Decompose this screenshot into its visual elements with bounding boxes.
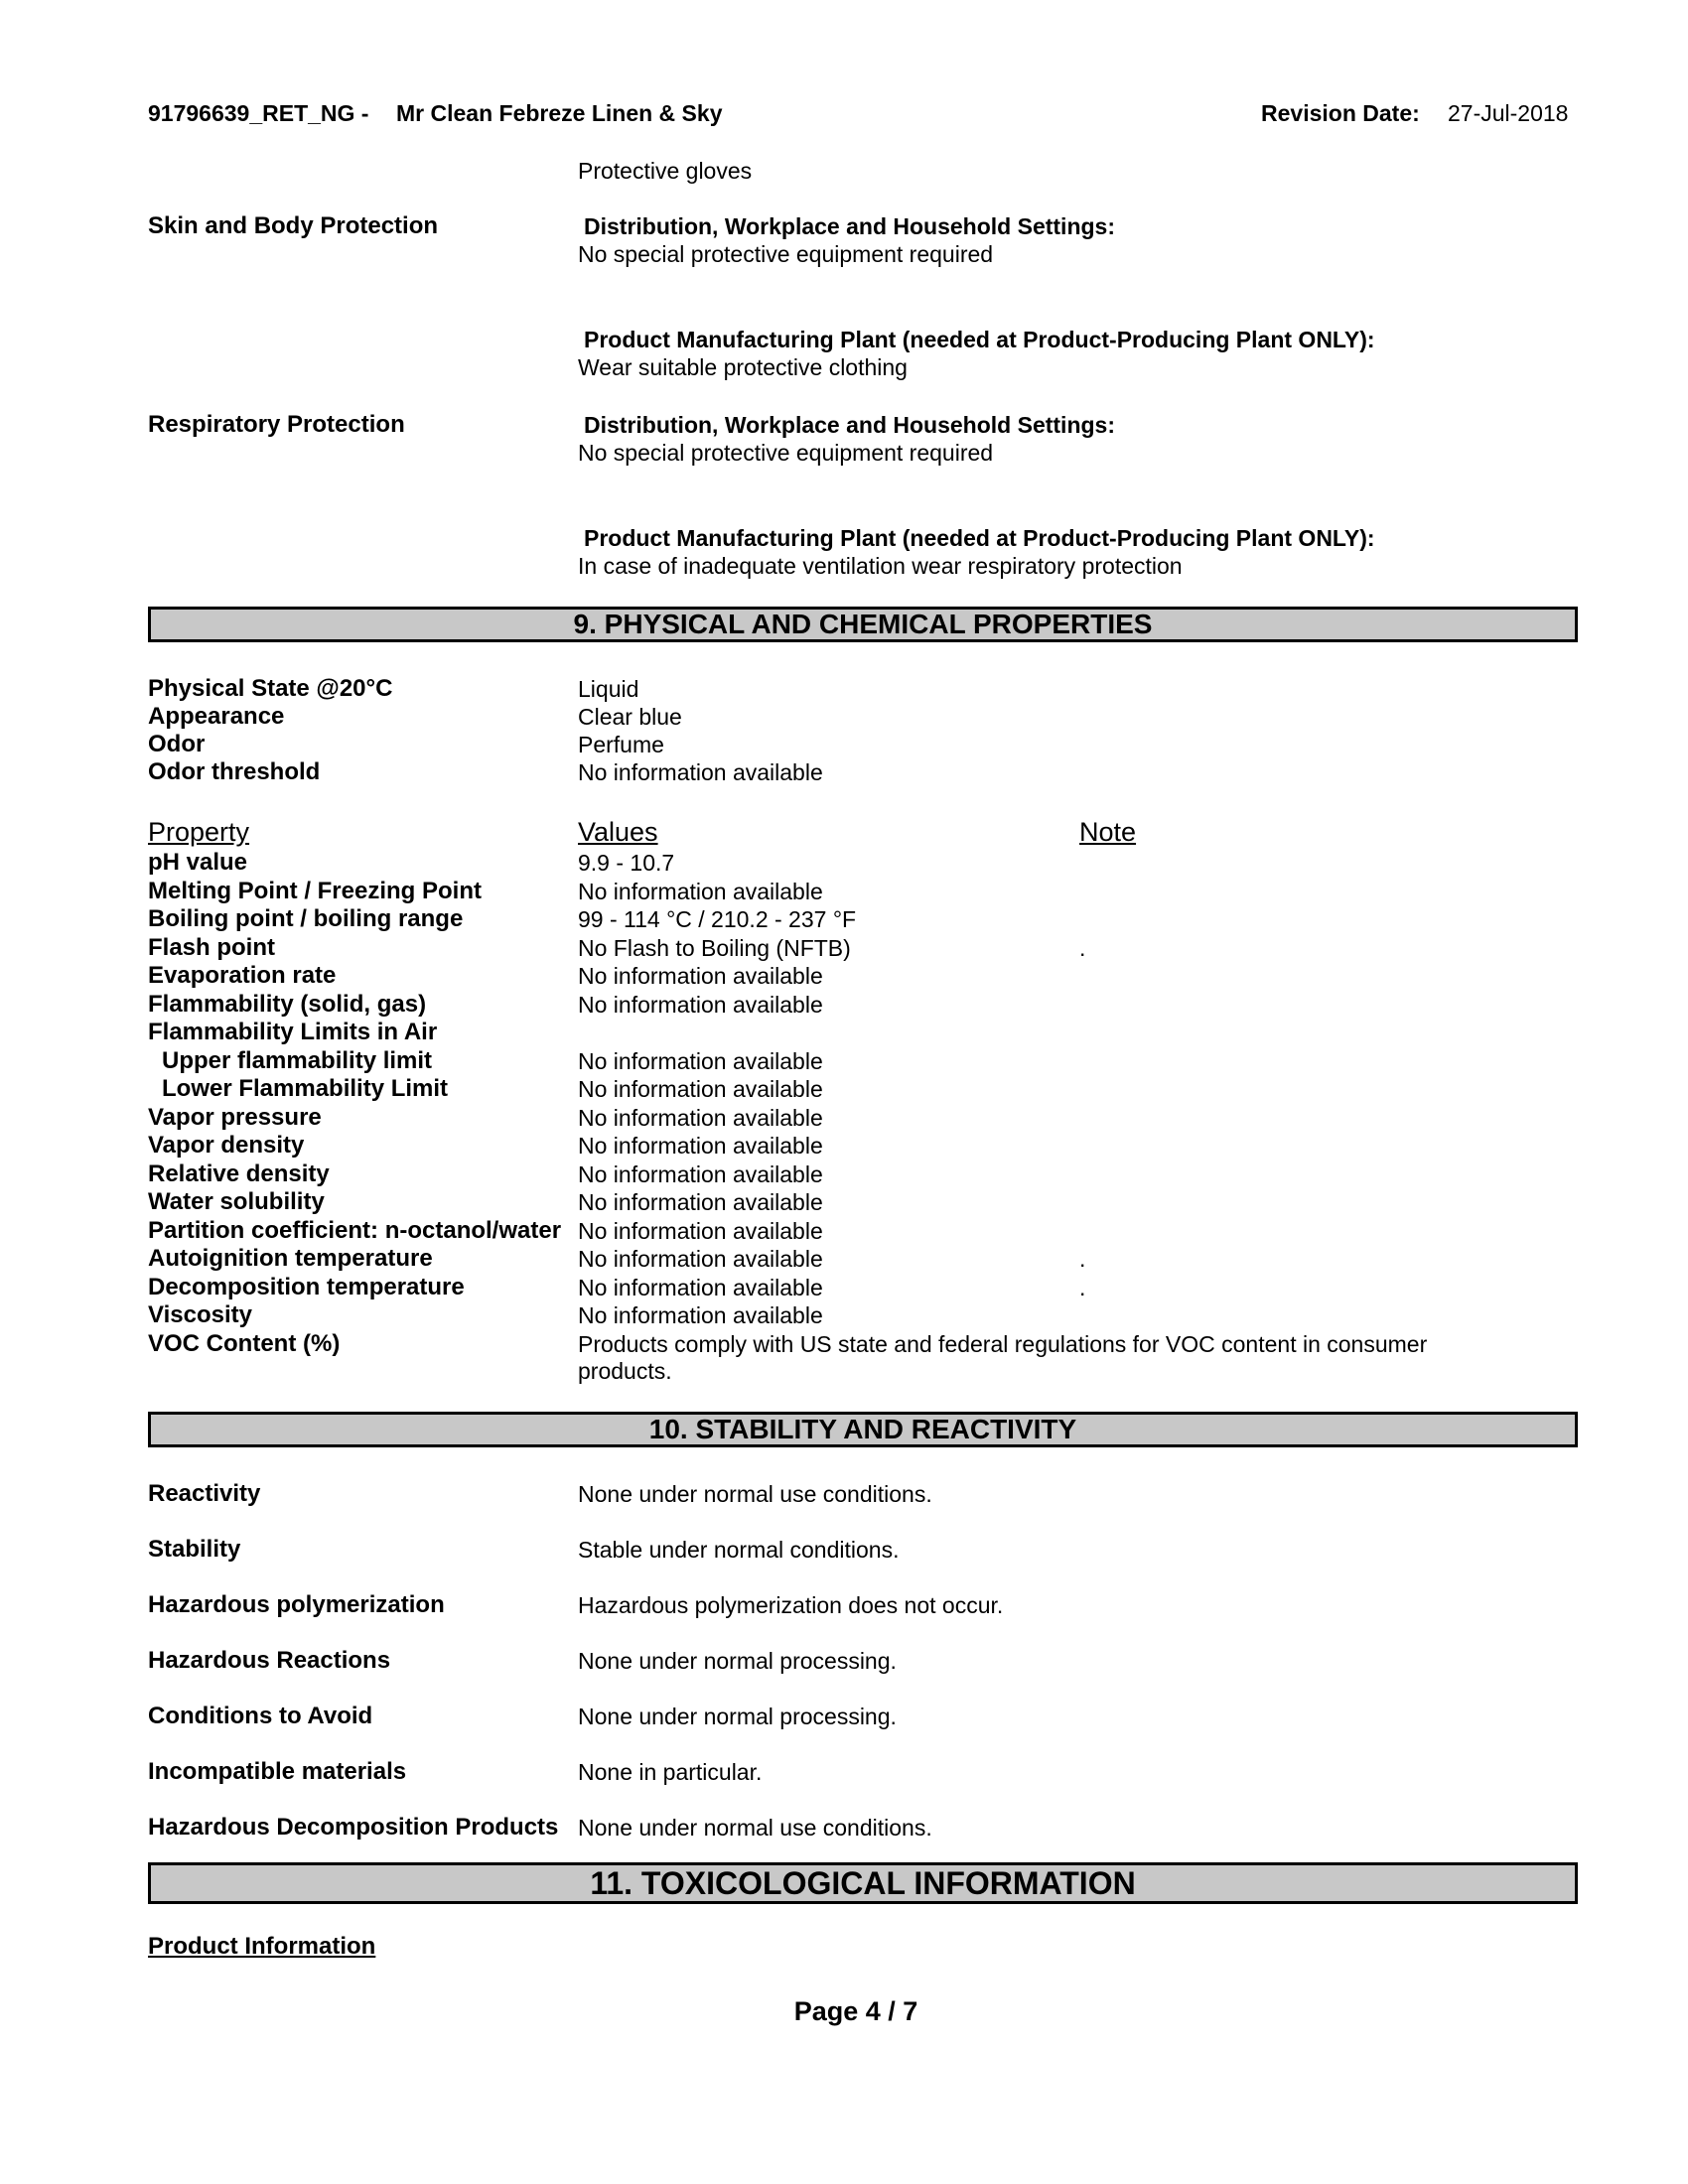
property-label: Flash point <box>148 933 275 961</box>
basic-label: Physical State @20°C <box>148 675 393 702</box>
property-value: No information available <box>578 1217 823 1244</box>
stability-value: None under normal processing. <box>578 1704 897 1729</box>
basic-value: Liquid <box>578 676 639 702</box>
resp-dist-heading: Distribution, Workplace and Household Settings: <box>584 412 1115 438</box>
product-information-heading: Product Information <box>148 1933 376 1960</box>
property-value: No information available <box>578 1160 823 1187</box>
property-value: No information available <box>578 1047 823 1074</box>
property-note: . <box>1079 1274 1086 1300</box>
stability-value: Hazardous polymerization does not occur. <box>578 1592 1004 1618</box>
basic-label: Odor <box>148 731 206 757</box>
property-label: Decomposition temperature <box>148 1273 465 1300</box>
property-label: Partition coefficient: n-octanol/water <box>148 1216 562 1244</box>
basic-value: No information available <box>578 759 823 785</box>
property-value: No Flash to Boiling (NFTB) <box>578 934 851 961</box>
respiratory-protection-label: Respiratory Protection <box>148 411 405 438</box>
property-label: Water solubility <box>148 1188 325 1215</box>
property-note: . <box>1079 934 1086 961</box>
section-11-heading: 11. TOXICOLOGICAL INFORMATION <box>148 1862 1578 1904</box>
property-value: Products comply with US state and federal regulations for VOC content in consumer <box>578 1330 1428 1357</box>
property-value: No information available <box>578 878 823 904</box>
section-10-heading: 10. STABILITY AND REACTIVITY <box>148 1412 1578 1447</box>
section-9-heading: 9. PHYSICAL AND CHEMICAL PROPERTIES <box>148 607 1578 642</box>
property-value: 9.9 - 10.7 <box>578 850 675 876</box>
stability-value: None under normal use conditions. <box>578 1481 932 1507</box>
page-number: Page 4 / 7 <box>793 1996 918 2026</box>
property-label: Flammability Limits in Air <box>148 1019 438 1045</box>
resp-dist-text: No special protective equipment required <box>578 440 994 466</box>
basic-value: Perfume <box>578 732 664 757</box>
property-value: No information available <box>578 1274 823 1300</box>
basic-label: Appearance <box>148 703 285 730</box>
property-label: Flammability (solid, gas) <box>148 990 427 1018</box>
property-note: . <box>1079 1246 1086 1272</box>
property-label: Melting Point / Freezing Point <box>148 877 482 904</box>
stability-label: Reactivity <box>148 1480 261 1507</box>
skin-dist-text: No special protective equipment required <box>578 241 994 267</box>
property-label: Boiling point / boiling range <box>148 905 464 932</box>
property-label: Vapor pressure <box>148 1103 322 1131</box>
resp-plant-text: In case of inadequate ventilation wear respiratory protection <box>578 553 1183 579</box>
property-label: Upper flammability limit <box>162 1046 433 1074</box>
property-label: Autoignition temperature <box>148 1245 433 1272</box>
property-value: No information available <box>578 1189 823 1215</box>
product-name: Mr Clean Febreze Linen & Sky <box>396 100 723 126</box>
property-label: pH value <box>148 849 248 876</box>
property-value: No information available <box>578 991 823 1018</box>
basic-label: Odor threshold <box>148 758 321 785</box>
resp-plant-heading: Product Manufacturing Plant (needed at Product-Producing Plant ONLY): <box>584 525 1375 551</box>
property-value: No information available <box>578 1246 823 1272</box>
property-label: Lower Flammability Limit <box>162 1075 449 1102</box>
gloves-text: Protective gloves <box>578 158 753 184</box>
stability-label: Conditions to Avoid <box>148 1703 373 1729</box>
revision-label: Revision Date: <box>1261 100 1420 126</box>
property-value: No information available <box>578 1104 823 1131</box>
skin-dist-heading: Distribution, Workplace and Household Settings: <box>584 213 1115 239</box>
property-value: No information available <box>578 1302 823 1328</box>
stability-label: Hazardous Reactions <box>148 1647 391 1674</box>
revision-date: 27-Jul-2018 <box>1448 100 1569 126</box>
voc-value-continuation: products. <box>578 1358 672 1384</box>
property-value: 99 - 114 °C / 210.2 - 237 °F <box>578 906 857 932</box>
property-label: Relative density <box>148 1160 330 1187</box>
property-label: Vapor density <box>148 1132 305 1159</box>
property-label: VOC Content (%) <box>148 1329 341 1357</box>
document-id: 91796639_RET_NG - <box>148 100 369 126</box>
skin-plant-heading: Product Manufacturing Plant (needed at Product-Producing Plant ONLY): <box>584 327 1375 352</box>
stability-value: None under normal processing. <box>578 1648 897 1674</box>
stability-label: Incompatible materials <box>148 1758 407 1785</box>
property-label: Viscosity <box>148 1301 252 1328</box>
stability-label: Stability <box>148 1536 241 1563</box>
property-value: No information available <box>578 1076 823 1102</box>
property-value: No information available <box>578 1133 823 1159</box>
skin-protection-label: Skin and Body Protection <box>148 212 439 239</box>
column-header-values: Values <box>578 817 658 847</box>
skin-plant-text: Wear suitable protective clothing <box>578 354 908 380</box>
basic-value: Clear blue <box>578 704 682 730</box>
stability-value: None in particular. <box>578 1759 763 1785</box>
stability-value: Stable under normal conditions. <box>578 1537 900 1563</box>
column-header-note: Note <box>1079 817 1137 847</box>
column-header-property: Property <box>148 817 250 847</box>
stability-label: Hazardous polymerization <box>148 1591 445 1618</box>
property-value: No information available <box>578 963 823 989</box>
property-label: Evaporation rate <box>148 962 337 989</box>
stability-value: None under normal use conditions. <box>578 1815 932 1841</box>
stability-label: Hazardous Decomposition Products <box>148 1814 559 1841</box>
